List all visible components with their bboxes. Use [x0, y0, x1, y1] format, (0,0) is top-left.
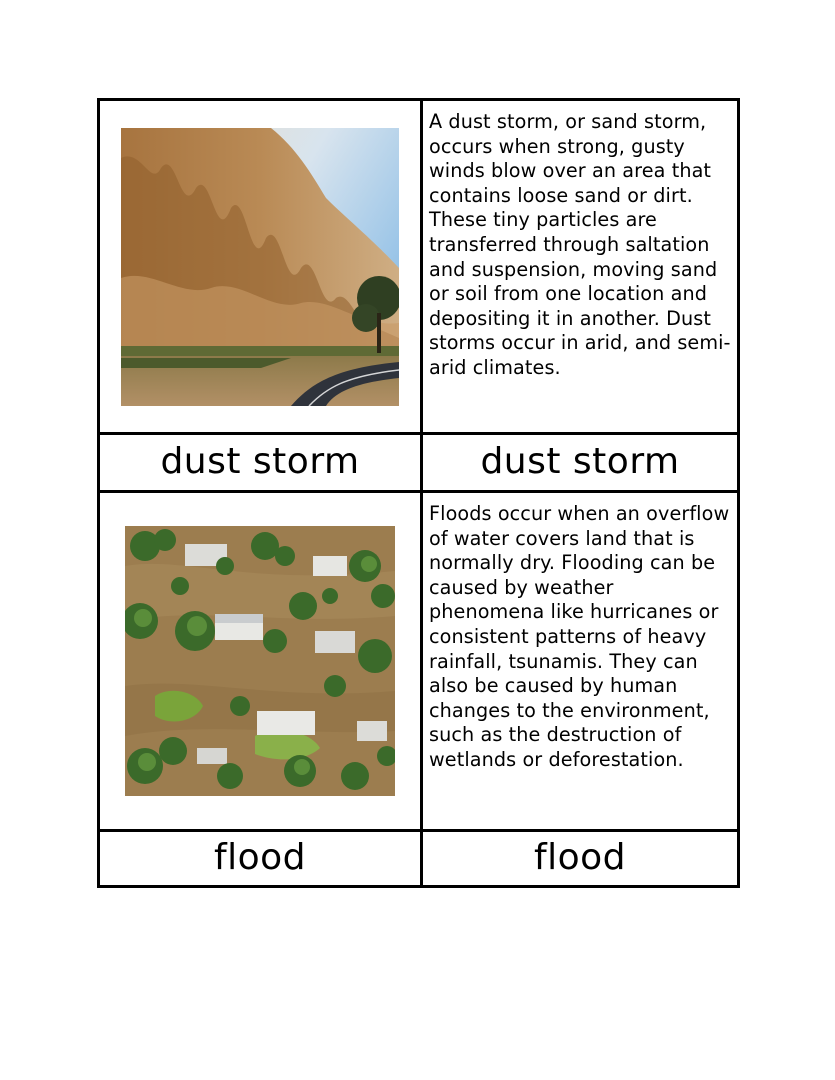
dust-storm-text-label: dust storm — [420, 432, 737, 490]
dust-storm-photo — [121, 128, 399, 406]
dust-storm-picture-label: dust storm — [100, 432, 420, 490]
flood-picture-label: flood — [100, 829, 420, 885]
dust-storm-picture-cell — [100, 101, 420, 432]
flood-photo — [125, 526, 395, 796]
flood-picture-cell — [100, 490, 420, 829]
three-part-card-grid — [97, 98, 740, 888]
flood-text-label: flood — [420, 829, 737, 885]
flood-description: Floods occur when an overflow of water covers land that is normally dry. Flooding can be caused by weather phenomena like hurricanes or consistent patterns of heavy rainfall, tsunamis. They can also be caused by human changes to the environment, such as the destruction of wetlands or deforestation. — [420, 490, 737, 829]
dust-storm-description: A dust storm, or sand storm, occurs when strong, gusty winds blow over an area that contains loose sand or dirt. These tiny particles are transferred through saltation and suspension, moving sand or soil from one location and depositing it in another. Dust storms occur in arid, and semi-arid climates. — [420, 101, 737, 432]
